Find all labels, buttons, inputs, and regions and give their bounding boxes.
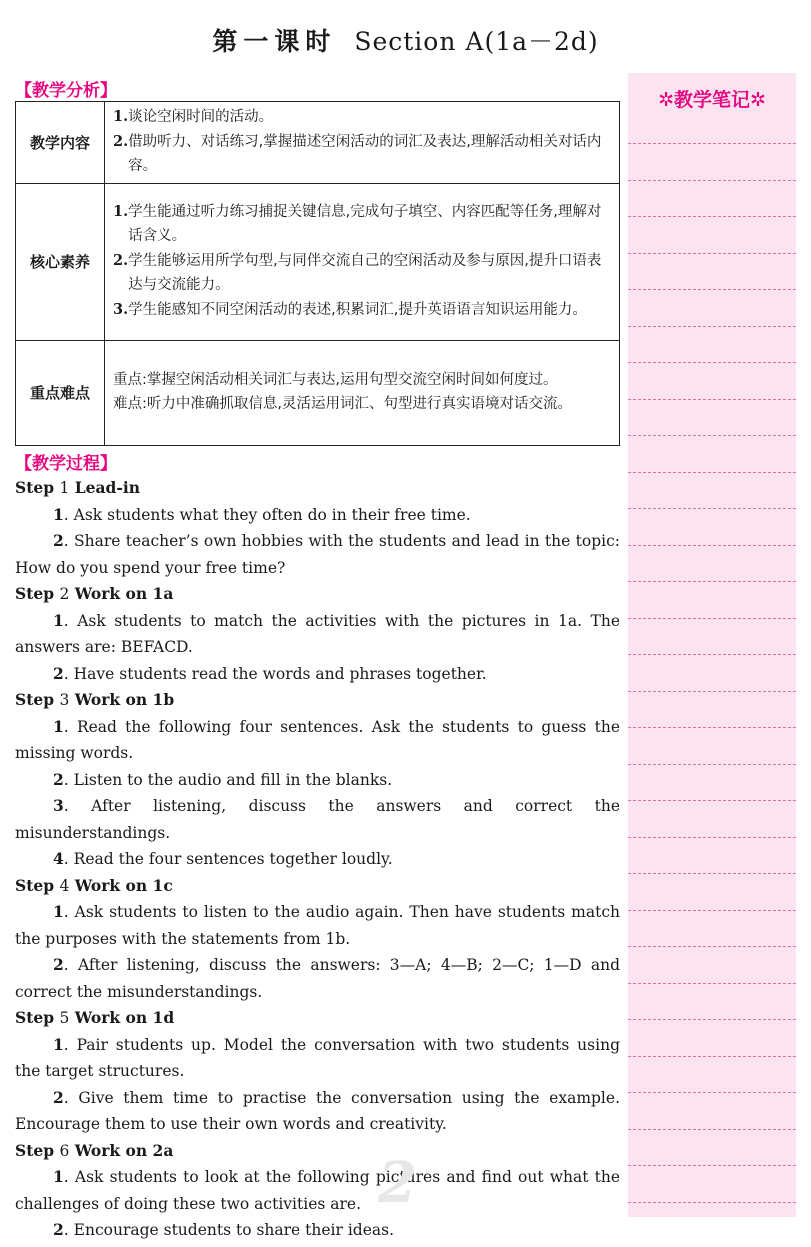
note-line [628, 180, 796, 181]
process-heading: 【教学过程】 [15, 454, 117, 474]
step-paragraph: 2. Listen to the audio and fill in the blanks. [53, 769, 393, 789]
step-paragraph: 1. Ask students what they often do in their free time. [53, 504, 471, 524]
note-line [628, 545, 796, 546]
step-title: Step 2 Work on 1a [15, 584, 174, 603]
note-line [628, 983, 796, 984]
step-paragraph: 1. Ask students to look at the following pictures and find out what the challenges of doing these two activities are. [15, 1167, 620, 1213]
note-line [628, 800, 796, 801]
note-line [628, 289, 796, 290]
note-line [628, 1019, 796, 1020]
item-number: 1. [113, 202, 129, 220]
step-title: Step 1 Lead-in [15, 478, 140, 497]
note-line [628, 435, 796, 436]
row-head: 核心素养 [16, 183, 105, 340]
list-item [113, 249, 611, 298]
list-item [113, 200, 611, 249]
item-text: 听力中准确抓取信息,灵活运用词汇、句型进行真实语境对话交流。 [146, 396, 572, 412]
item-number: 2. [113, 132, 129, 150]
note-line [628, 472, 796, 473]
note-line [628, 362, 796, 363]
step-title: Step 3 Work on 1b [15, 690, 175, 709]
item-text: 学生能够运用所学句型,与同伴交流自己的空闲活动及参与原因,提升口语表达与交流能力。 [128, 252, 602, 294]
note-line [628, 1092, 796, 1093]
note-line [628, 618, 796, 619]
lesson-title [0, 22, 811, 58]
notes-title: ✲教学笔记✲ [658, 89, 766, 111]
row-body [105, 183, 620, 340]
step-paragraph: 2. Give them time to practise the conversation using the example. Encourage them to use their own words and creativity. [15, 1087, 620, 1133]
note-line [628, 691, 796, 692]
note-line [628, 216, 796, 217]
note-line [628, 581, 796, 582]
table-row [16, 183, 620, 340]
note-line [628, 1202, 796, 1203]
step-paragraph: 2. Share teacher’s own hobbies with the students and lead in the topic: How do you spend your free time? [15, 531, 620, 577]
note-line [628, 1165, 796, 1166]
table-row [16, 102, 620, 184]
note-line [628, 508, 796, 509]
item-text: 掌握空闲活动相关词汇与表达,运用句型交流空闲时间如何度过。 [146, 371, 558, 388]
item-text: 谈论空闲时间的活动。 [128, 109, 274, 125]
step-paragraph: 1. Pair students up. Model the conversation with two students using the target structures. [15, 1034, 620, 1080]
item-text: 学生能感知不同空闲活动的表述,积累词汇,提升英语语言知识运用能力。 [128, 301, 587, 318]
step-paragraph: 1. Ask students to match the activities with the pictures in 1a. The answers are: BEFACD. [15, 610, 620, 656]
note-line [628, 399, 796, 400]
item-number: 1. [113, 108, 129, 125]
step-title: Step 6 Work on 2a [15, 1140, 174, 1160]
note-line [628, 837, 796, 838]
item-key: 重点: [113, 371, 147, 388]
item-number: 2. [113, 251, 129, 269]
process-content [15, 475, 620, 1244]
step-title: Step 4 Work on 1c [15, 875, 173, 895]
row-body [105, 340, 620, 445]
step-paragraph: 2. Have students read the words and phrases together. [53, 663, 487, 683]
note-line [628, 873, 796, 874]
item-text: 借助听力、对话练习,掌握描述空闲活动的词汇及表达,理解活动相关对话内容。 [128, 133, 602, 174]
analysis-table [15, 101, 620, 446]
step-paragraph: 2. After listening, discuss the answers: 3—A; 4—B; 2—C; 1—D and correct the misunderstandings. [15, 955, 620, 1001]
table-row [16, 340, 620, 445]
note-line [628, 1129, 796, 1130]
item-number: 3. [113, 300, 129, 318]
row-body [105, 102, 620, 184]
step-paragraph: 1. Read the following four sentences. Ask the students to guess the missing words. [15, 716, 620, 762]
section-label: Section A(1a－2d) [354, 27, 599, 56]
note-line [628, 764, 796, 765]
note-line [628, 143, 796, 144]
note-line [628, 910, 796, 911]
page-number: 2 [378, 1150, 417, 1216]
list-item [113, 392, 611, 417]
row-head: 重点难点 [16, 340, 105, 445]
item-key: 难点: [113, 396, 147, 412]
step-title: Step 5 Work on 1d [15, 1008, 175, 1027]
note-line [628, 946, 796, 947]
row-head: 教学内容 [16, 102, 105, 184]
note-line [628, 727, 796, 728]
note-line [628, 1056, 796, 1057]
step-paragraph: 3. After listening, discuss the answers and correct the misunderstandings. [15, 796, 620, 842]
notes-panel [628, 73, 796, 1217]
note-line [628, 253, 796, 254]
list-item [113, 105, 611, 130]
step-paragraph: 2. Encourage students to share their ideas. [53, 1220, 394, 1239]
analysis-heading: 【教学分析】 [15, 81, 117, 101]
lesson-label: 第一课时 [212, 27, 337, 56]
item-text: 学生能通过听力练习捕捉关键信息,完成句子填空、内容匹配等任务,理解对话含义。 [128, 203, 602, 245]
list-item [113, 130, 611, 179]
list-item [113, 298, 611, 323]
note-line [628, 326, 796, 327]
step-paragraph: 1. Ask students to listen to the audio again. Then have students match the purposes with the statements from 1b. [15, 902, 620, 948]
step-paragraph: 4. Read the four sentences together loudly. [53, 849, 393, 868]
note-line [628, 654, 796, 655]
list-item [113, 368, 611, 393]
